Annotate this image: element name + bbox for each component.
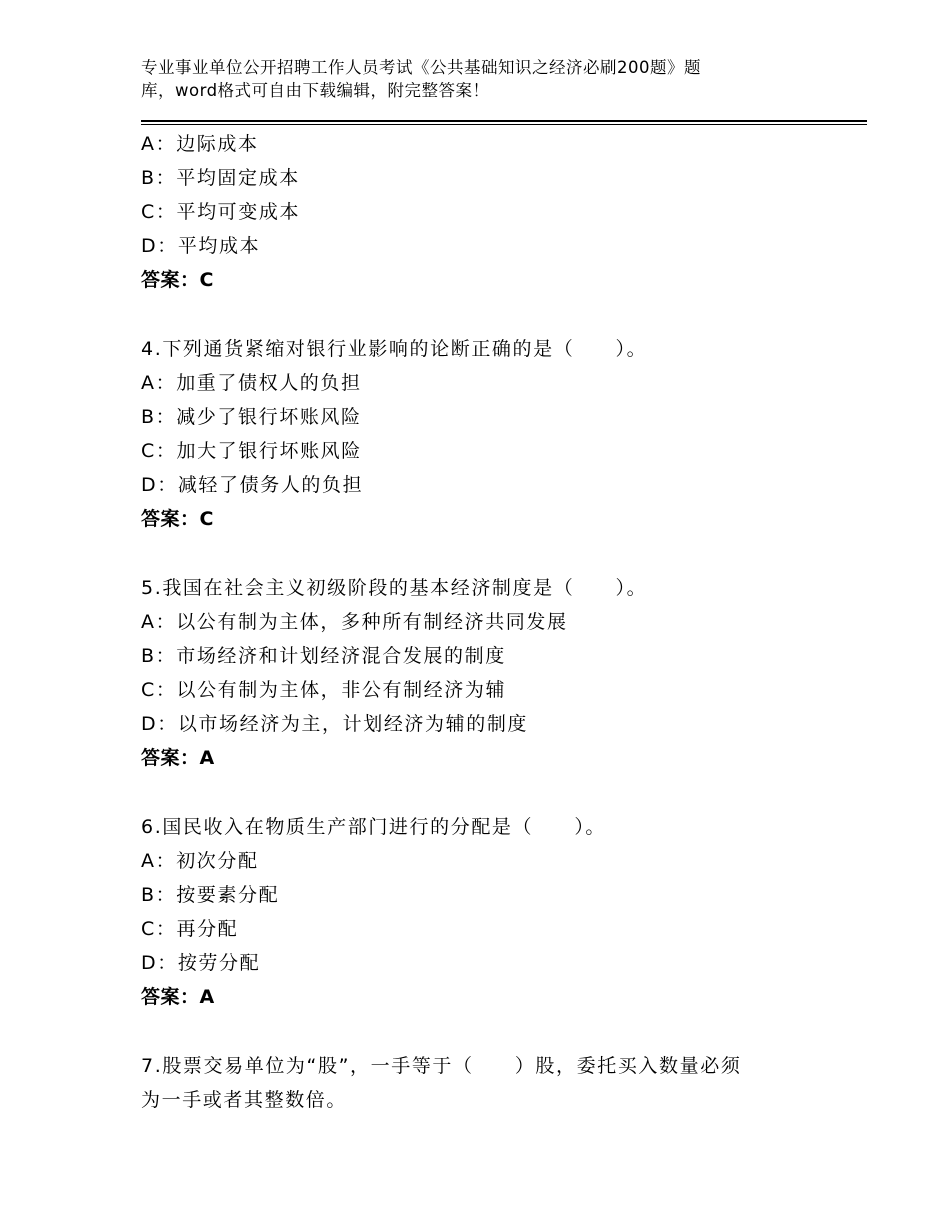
answer: 答案：A (141, 986, 215, 1008)
question-6 (141, 810, 821, 1014)
option-c: C：再分配 (141, 918, 239, 940)
answer: 答案：C (141, 269, 214, 291)
question-text: 5.我国在社会主义初级阶段的基本经济制度是（ ）。 (141, 577, 648, 599)
question-3 (141, 127, 821, 297)
document-header (141, 56, 781, 102)
option-c: C：以公有制为主体，非公有制经济为辅 (141, 679, 507, 701)
question-text: 4.下列通货紧缩对银行业影响的论断正确的是（ ）。 (141, 338, 648, 360)
question-5 (141, 571, 821, 775)
option-a: A：初次分配 (141, 850, 259, 872)
option-d: D：平均成本 (141, 235, 261, 257)
option-b: B：按要素分配 (141, 884, 280, 906)
answer: 答案：A (141, 747, 215, 769)
option-d: D：以市场经济为主，计划经济为辅的制度 (141, 713, 529, 735)
option-d: D：按劳分配 (141, 952, 261, 974)
header-line-1: 专业事业单位公开招聘工作人员考试《公共基础知识之经济必刷200题》题 (141, 58, 701, 77)
option-c: C：加大了银行坏账风险 (141, 440, 362, 462)
question-7 (141, 1049, 821, 1117)
header-rule-thick (141, 120, 867, 122)
question-text-line-1: 7.股票交易单位为“股”，一手等于（ ）股，委托买入数量必须 (141, 1055, 742, 1077)
option-a: A：加重了债权人的负担 (141, 372, 362, 394)
option-b: B：市场经济和计划经济混合发展的制度 (141, 645, 506, 667)
answer: 答案：C (141, 508, 214, 530)
option-c: C：平均可变成本 (141, 201, 301, 223)
question-text: 6.国民收入在物质生产部门进行的分配是（ ）。 (141, 816, 607, 838)
header-line-2: 库，word格式可自由下载编辑，附完整答案！ (141, 81, 490, 100)
question-text-line-2: 为一手或者其整数倍。 (141, 1089, 348, 1111)
option-b: B：平均固定成本 (141, 167, 300, 189)
option-a: A：以公有制为主体，多种所有制经济共同发展 (141, 611, 568, 633)
option-d: D：减轻了债务人的负担 (141, 474, 364, 496)
question-4 (141, 332, 821, 536)
question-list (141, 127, 821, 1117)
header-rule-thin (141, 124, 867, 125)
option-b: B：减少了银行坏账风险 (141, 406, 362, 428)
option-a: A：边际成本 (141, 133, 259, 155)
